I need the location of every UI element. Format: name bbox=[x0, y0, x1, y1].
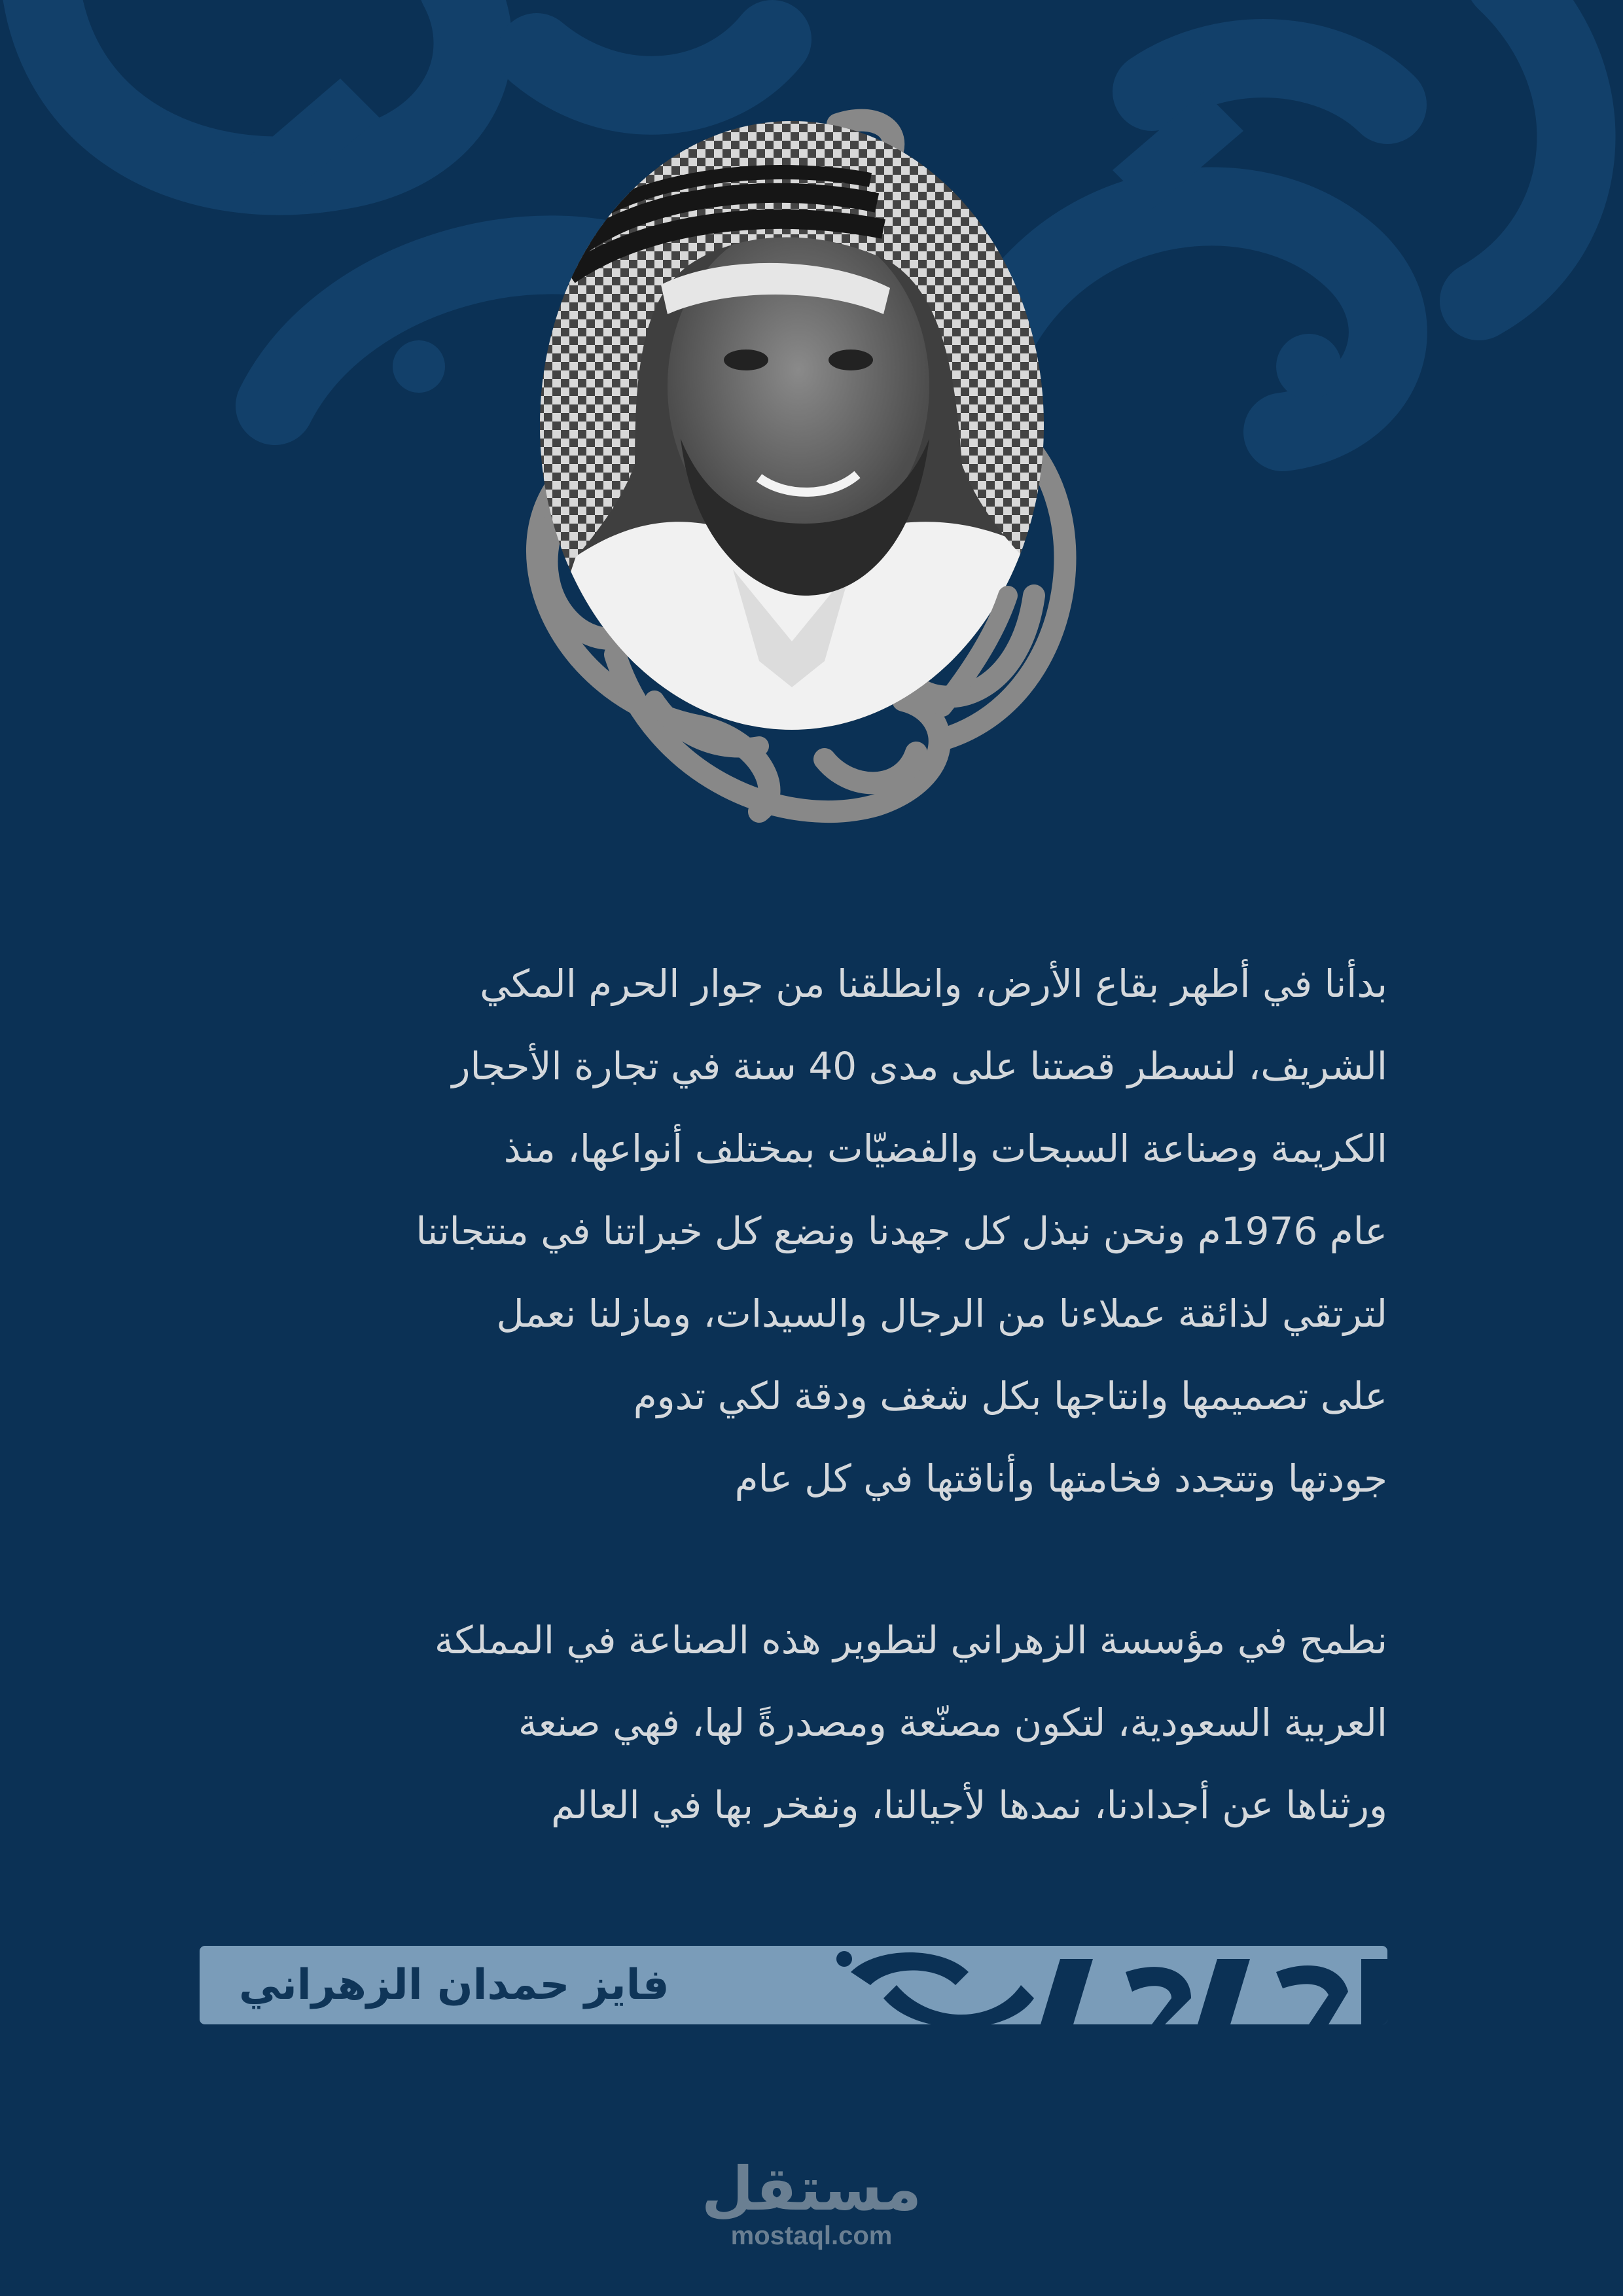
portrait-section bbox=[484, 98, 1113, 844]
portrait-frame bbox=[484, 98, 1113, 844]
paragraph-line: نطمح في مؤسسة الزهراني لتطوير هذه الصناعة في المملكة bbox=[434, 1618, 1387, 1662]
signature-calligraphy-decoration bbox=[825, 1946, 1387, 2024]
footer-logo bbox=[681, 2153, 942, 2258]
paragraph-line: عام 1976م ونحن نبذل كل جهدنا ونضع كل خبراتنا في منتجاتنا bbox=[416, 1209, 1387, 1253]
paragraph-line: على تصميمها وانتاجها بكل شغف ودقة لكي تدوم bbox=[633, 1374, 1387, 1418]
vision-paragraph bbox=[196, 1599, 1387, 1846]
signature-bar bbox=[200, 1946, 1387, 2024]
footer-logo-arabic: مستقل bbox=[701, 2154, 922, 2224]
intro-paragraph bbox=[196, 942, 1387, 1520]
paragraph-line: لترتقي لذائقة عملاءنا من الرجال والسيدات، ومازلنا نعمل bbox=[496, 1291, 1387, 1336]
paragraph-line: جودتها وتتجدد فخامتها وأناقتها في كل عام bbox=[734, 1456, 1387, 1501]
paragraph-line: العربية السعودية، لتكون مصنّعة ومصدرةً لها، فهي صنعة bbox=[518, 1700, 1387, 1745]
footer-logo-url: mostaql.com bbox=[730, 2221, 893, 2250]
paragraph-line: الكريمة وصناعة السبحات والفضيّات بمختلف أنواعها، منذ bbox=[503, 1126, 1387, 1171]
paragraph-line: ورثناها عن أجدادنا، نمدها لأجيالنا، ونفخر بها في العالم bbox=[550, 1783, 1387, 1827]
paragraph-line: بدأنا في أطهر بقاع الأرض، وانطلقنا من جوار الحرم المكي bbox=[480, 961, 1387, 1006]
signature-name: فايز حمدان الزهراني bbox=[239, 1961, 669, 2009]
paragraph-line: الشريف، لنسطر قصتنا على مدى 40 سنة في تجارة الأحجار bbox=[452, 1044, 1387, 1088]
